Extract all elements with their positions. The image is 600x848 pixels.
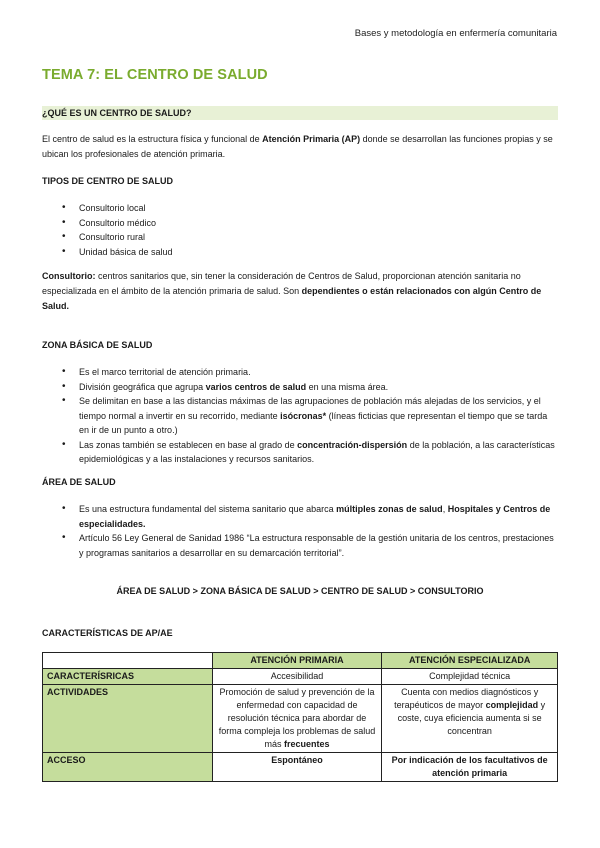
- zona-item4-c: de la población, a las características epidemiológicas y a las instalaciones y recursos sanitarios.: [79, 439, 555, 464]
- cell-text: y coste, cuya eficiencia aumenta si se concentran: [397, 700, 546, 736]
- zona-heading: ZONA BÁSICA DE SALUD: [42, 340, 153, 350]
- column-header-ae: ATENCIÓN ESPECIALIZADA: [382, 653, 558, 669]
- zona-item4-b: concentración-dispersión: [297, 439, 408, 450]
- caracteristicas-heading: CARACTERÍSTICAS DE AP/AE: [42, 628, 173, 638]
- section-question: ¿QUÉ ES UN CENTRO DE SALUD?: [42, 106, 558, 120]
- list-item: • Consultorio médico: [62, 216, 556, 231]
- zona-item2-c: en una misma área.: [306, 381, 389, 392]
- zona-item3-a: Se delimitan en base a las distancias máximas de las agrupaciones de población más alejadas de los servicios, y el tiempo normal a invertir en su recorrido, mediante: [79, 396, 541, 421]
- page-title: TEMA 7: EL CENTRO DE SALUD: [42, 67, 268, 83]
- column-header-ap: ATENCIÓN PRIMARIA: [212, 653, 382, 669]
- consultorio-paragraph: [42, 269, 558, 314]
- row-label: CARACTERÍSRICAS: [43, 669, 213, 685]
- list-item: • Es el marco territorial de atención primaria.: [62, 365, 556, 380]
- running-header: Bases y metodología en enfermería comunitaria: [354, 28, 557, 39]
- intro-bold: Atención Primaria (AP): [262, 134, 361, 144]
- table-row: [43, 669, 558, 685]
- table-corner-cell: [43, 653, 213, 669]
- list-item: • Consultorio rural: [62, 230, 556, 245]
- area-heading: ÁREA DE SALUD: [42, 477, 116, 487]
- area-item1-c: ,: [442, 504, 448, 514]
- tipos-list: [62, 201, 556, 259]
- zona-item4-a: Las zonas también se establecen en base al grado de: [79, 439, 298, 450]
- zona-list: [62, 365, 556, 467]
- area-item1-b: múltiples zonas de salud: [336, 504, 443, 514]
- consultorio-bold: dependientes o están relacionados con algún Centro de Salud.: [42, 286, 542, 311]
- row-label: ACCESO: [43, 753, 213, 782]
- area-list: [62, 502, 556, 560]
- table-row: [43, 753, 558, 782]
- table-row: [43, 685, 558, 753]
- list-item: [62, 438, 556, 467]
- hierarchy-line: ÁREA DE SALUD > ZONA BÁSICA DE SALUD > CENTRO DE SALUD > CONSULTORIO: [116, 586, 484, 596]
- tipos-heading: TIPOS DE CENTRO DE SALUD: [42, 176, 174, 186]
- cell-text: Promoción de salud y prevención de la enfermedad con capacidad de resolución técnica para abordar de forma compleja los problemas de salud más: [218, 687, 376, 749]
- intro-text-2: donde se desarrollan las funciones propias y se ubican los profesionales de atención primaria.: [42, 134, 553, 159]
- zona-item3-b: isócronas*: [280, 410, 327, 421]
- consultorio-text: centros sanitarios que, sin tener la consideración de Centros de Salud, proporcionan atención sanitaria no especializada en el ámbito de la atención primaria de salud. Son: [42, 271, 521, 296]
- table-cell: Por indicación de los facultativos de atención primaria: [382, 753, 558, 782]
- table-cell: Complejidad técnica: [382, 669, 558, 685]
- cell-bold: complejidad: [485, 700, 539, 710]
- zona-item2-a: División geográfica que agrupa: [79, 381, 206, 392]
- area-item1-d: Hospitales y Centros de especialidades.: [79, 504, 551, 529]
- table-row: [43, 653, 558, 669]
- comparison-table: [42, 652, 558, 782]
- list-item: • Artículo 56 Ley General de Sanidad 1986 “La estructura responsable de la gestión unitaria de los centros, prestaciones y programas sanitarios a desarrollar en su demarcación territorial”.: [62, 531, 556, 560]
- area-item1-a: Es una estructura fundamental del sistema sanitario que abarca: [79, 504, 337, 514]
- table-cell: [212, 685, 382, 753]
- cell-bold: frecuentes: [284, 739, 330, 749]
- zona-item3-c: (líneas ficticias que representan el tiempo que se tarda en ir de un punto a otro.): [79, 410, 548, 435]
- list-item: [62, 502, 556, 531]
- list-item: • Unidad básica de salud: [62, 245, 556, 260]
- list-item: • Consultorio local: [62, 201, 556, 216]
- row-label: ACTIVIDADES: [43, 685, 213, 753]
- cell-text: Cuenta con medios diagnósticos y terapéuticos de mayor: [394, 687, 539, 710]
- list-item: [62, 394, 556, 438]
- table-cell: [382, 685, 558, 753]
- table-cell: Accesibilidad: [212, 669, 382, 685]
- zona-item2-b: varios centros de salud: [205, 381, 307, 392]
- intro-paragraph: [42, 132, 558, 162]
- consultorio-label: Consultorio:: [42, 271, 96, 281]
- intro-text-1: El centro de salud es la estructura física y funcional de: [42, 134, 263, 144]
- table-cell: Espontáneo: [212, 753, 382, 782]
- list-item: [62, 380, 556, 395]
